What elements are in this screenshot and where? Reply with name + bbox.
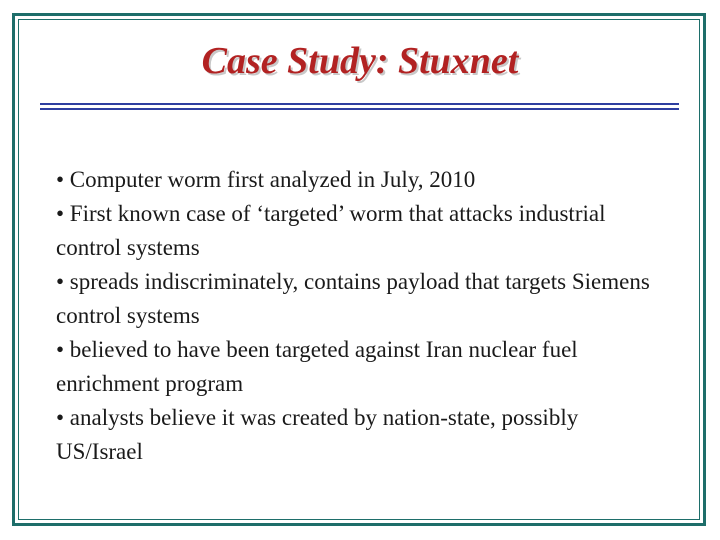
bullet-item: • Computer worm first analyzed in July, 2010 bbox=[56, 167, 476, 192]
bullet-item: • First known case of ‘targeted’ worm that attacks industrial control systems bbox=[56, 201, 606, 260]
title-divider-bottom bbox=[40, 108, 679, 110]
bullet-list bbox=[56, 163, 666, 469]
title-divider-top bbox=[40, 103, 679, 105]
bullet-item: • believed to have been targeted against Iran nuclear fuel enrichment program bbox=[56, 337, 578, 396]
bullet-item: • analysts believe it was created by nation-state, possibly US/Israel bbox=[56, 405, 579, 464]
bullet-item: • spreads indiscriminately, contains payload that targets Siemens control systems bbox=[56, 269, 650, 328]
slide-title: Case Study: Stuxnet bbox=[201, 40, 519, 82]
